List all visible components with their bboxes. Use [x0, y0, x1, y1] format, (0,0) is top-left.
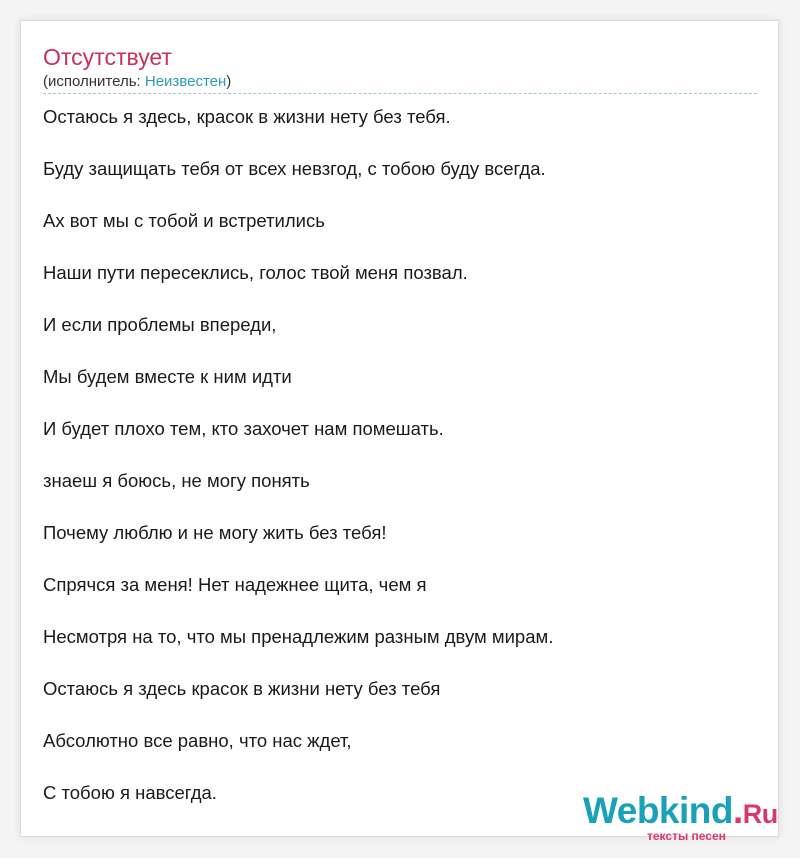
- logo-tld: Ru: [742, 799, 778, 829]
- lyrics-list: [43, 105, 553, 833]
- lyric-line: Наши пути пересеклись, голос твой меня позвал.: [43, 262, 468, 283]
- lyric-line: Почему люблю и не могу жить без тебя!: [43, 522, 387, 543]
- lyric-line: Мы будем вместе к ним идти: [43, 366, 292, 387]
- lyric-line: С тобою я навсегда.: [43, 782, 217, 803]
- lyric-line: Остаюсь я здесь, красок в жизни нету без тебя.: [43, 106, 451, 127]
- artist-suffix: ): [226, 73, 232, 90]
- artist-link[interactable]: Неизвестен: [144, 73, 227, 90]
- lyric-line: Ах вот мы с тобой и встретились: [43, 210, 325, 231]
- song-title: Отсутствует: [43, 44, 172, 70]
- logo-name: Webkind: [583, 790, 733, 831]
- artist-line: [43, 73, 231, 91]
- lyrics-card: [20, 20, 779, 843]
- title-divider: [43, 93, 757, 94]
- lyric-line: И если проблемы впереди,: [43, 314, 277, 335]
- lyric-line: Спрячся за меня! Нет надежнее щита, чем я: [43, 574, 427, 595]
- logo-tagline: тексты песен: [647, 829, 726, 843]
- lyric-line: Несмотря на то, что мы пренадлежим разным двум мирам.: [43, 626, 554, 647]
- webkind-logo[interactable]: [583, 789, 783, 841]
- lyric-line: Абсолютно все равно, что нас ждет,: [43, 730, 352, 751]
- artist-prefix: (исполнитель:: [43, 73, 145, 90]
- logo-dot: .: [733, 790, 743, 831]
- lyric-line: Остаюсь я здесь красок в жизни нету без тебя: [43, 678, 441, 699]
- lyric-line: И будет плохо тем, кто захочет нам помешать.: [43, 418, 444, 439]
- lyric-line: Буду защищать тебя от всех невзгод, с тобою буду всегда.: [43, 158, 546, 179]
- lyric-line: знаеш я боюсь, не могу понять: [43, 470, 310, 491]
